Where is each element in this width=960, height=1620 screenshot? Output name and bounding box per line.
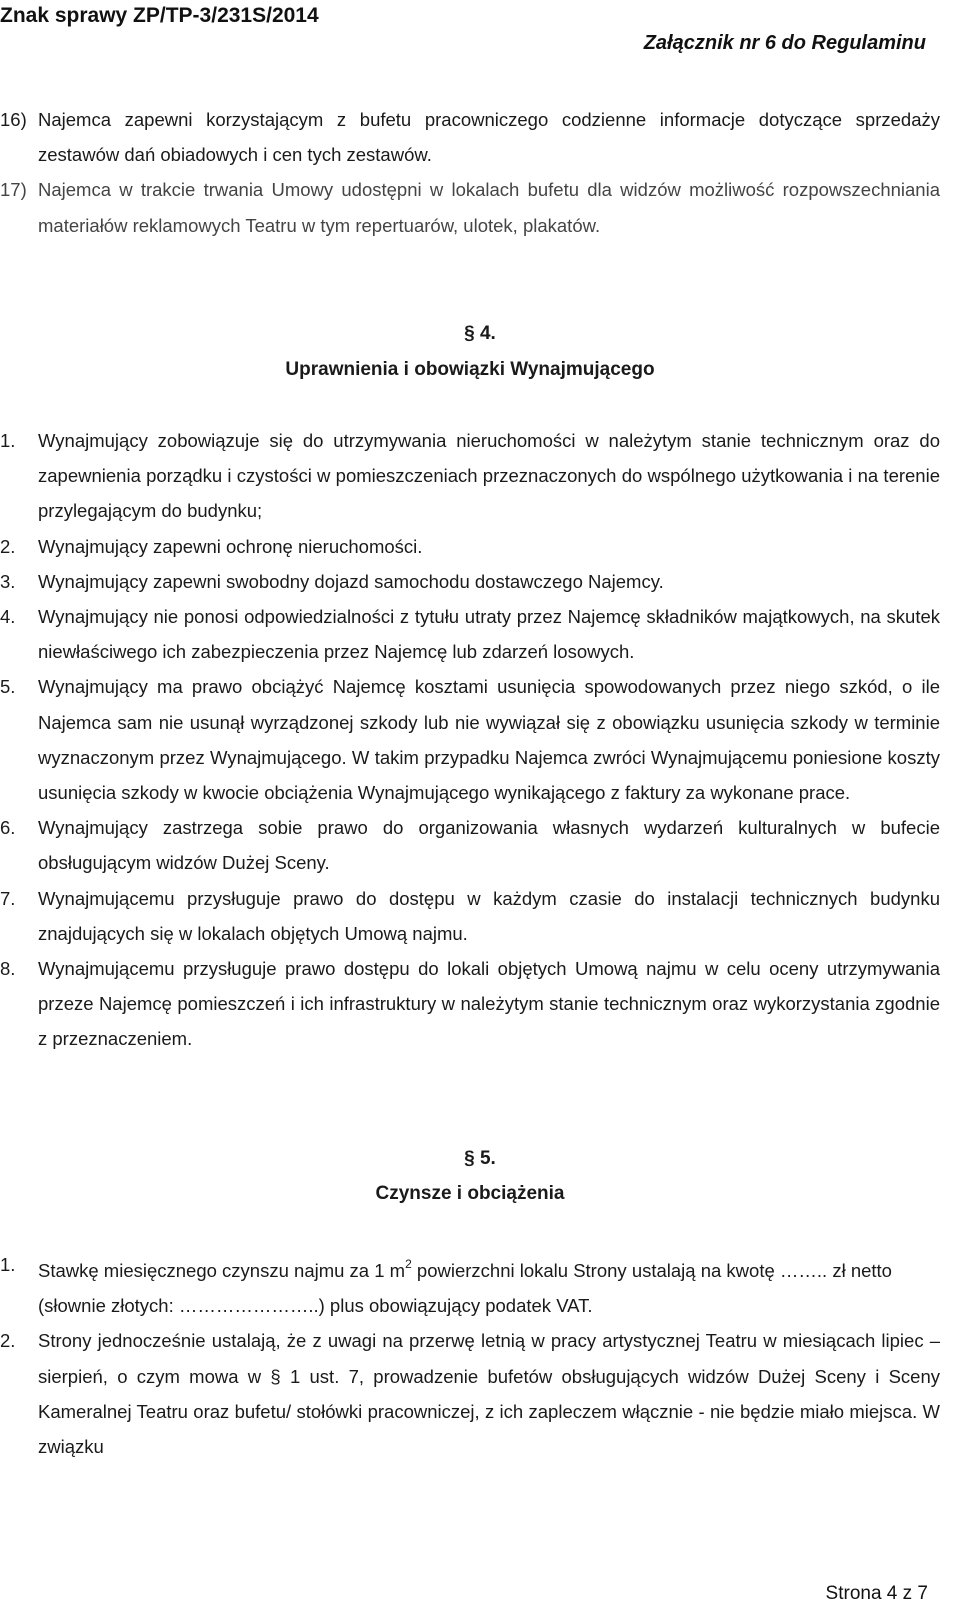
list-item — [0, 1323, 940, 1464]
item-number: 17) — [0, 179, 27, 201]
item-text: Wynajmujący nie ponosi odpowiedzialności z tytułu utraty przez Najemcę składników majątkowych, na skutek niewłaściwego ich zabezpieczenia przez Najemcę lub zdarzeń losowych. — [38, 606, 940, 663]
list-item — [0, 669, 940, 810]
list-item — [0, 810, 940, 880]
item-number: 1. — [0, 430, 16, 451]
item-number: 4. — [0, 606, 16, 628]
item-number: 6. — [0, 817, 16, 839]
page-number: Strona 4 z 7 — [825, 1583, 928, 1604]
list-item — [0, 102, 940, 172]
list-item — [0, 529, 940, 564]
item-number: 7. — [0, 887, 16, 909]
item-text-part: powierzchni lokalu Strony ustalają na kwotę …….. zł netto (słownie złotych: …………………..) plus obowiązujący podatek VAT. — [38, 1260, 892, 1317]
list-item — [0, 951, 940, 1057]
item-text: Wynajmującemu przysługuje prawo do dostępu w każdym czasie do instalacji technicznych budynku znajdujących się w lokalach objętych Umową najmu. — [38, 887, 940, 944]
item-number: 8. — [0, 958, 16, 980]
item-text: Najemca zapewni korzystającym z bufetu pracowniczego codzienne informacje dotyczące sprzedaży zestawów dań obiadowych i cen tych zestawów. — [38, 109, 940, 166]
section-5-title: Czynsze i obciążenia — [375, 1183, 565, 1204]
list-item — [0, 172, 940, 242]
list-item — [0, 1247, 940, 1323]
list-item — [0, 564, 940, 599]
item-number: 3. — [0, 570, 16, 592]
section-5-number: § 5. — [464, 1148, 496, 1169]
list-item — [0, 881, 940, 951]
item-number: 2. — [0, 535, 16, 557]
list-item — [0, 423, 940, 529]
item-number: 2. — [0, 1330, 16, 1352]
section-4-title: Uprawnienia i obowiązki Wynajmującego — [285, 359, 655, 380]
item-text: Wynajmujący zapewni ochronę nieruchomości. — [38, 535, 423, 557]
item-text: Strony jednocześnie ustalają, że z uwagi na przerwę letnią w pracy artystycznej Teatru w miesiącach lipiec – sierpień, o czym mowa w § 1 ust. 7, prowadzenie bufetów obsługujących widzów Dużej Sceny i Sceny Kameralnej Teatru oraz bufetu/ stołówki pracowniczej, z ich zapleczem włącznie - nie będzie miało miejsca. W związku — [38, 1330, 940, 1458]
item-text: Wynajmujący zapewni swobodny dojazd samochodu dostawczego Najemcy. — [38, 570, 664, 592]
case-number: Znak sprawy ZP/TP-3/231S/2014 — [0, 4, 319, 27]
superscript: 2 — [405, 1257, 412, 1271]
item-number: 5. — [0, 676, 16, 698]
item-text: Wynajmujący zobowiązuje się do utrzymywania nieruchomości w należytym stanie technicznym oraz do zapewnienia porządku i czystości w pomieszczeniach przeznaczonych do wspólnego użytkowania i na terenie przylegającym do budynku; — [38, 430, 940, 522]
section-5-list — [0, 1247, 940, 1464]
item-text: Wynajmujący zastrzega sobie prawo do organizowania własnych wydarzeń kulturalnych w bufecie obsługującym widzów Dużej Sceny. — [38, 817, 940, 874]
item-number: 16) — [0, 109, 27, 130]
attachment-label: Załącznik nr 6 do Regulaminu — [643, 32, 926, 54]
section-4-number: § 4. — [464, 323, 496, 344]
item-text: Najemca w trakcie trwania Umowy udostępni w lokalach bufetu dla widzów możliwość rozpowszechniania materiałów reklamowych Teatru w tym repertuarów, ulotek, plakatów. — [38, 179, 940, 236]
section-4-list — [0, 423, 940, 1057]
item-text: Wynajmującemu przysługuje prawo dostępu do lokali objętych Umową najmu w celu oceny utrzymywania przeze Najemcę pomieszczeń i ich infrastruktury w należytym stanie technicznym oraz wykorzystania zgodnie z przeznaczeniem. — [38, 958, 940, 1050]
item-text: Wynajmujący ma prawo obciążyć Najemcę kosztami usunięcia spowodowanych przez niego szkód, o ile Najemca sam nie usunął wyrządzonej szkody lub nie wywiązał się z obowiązku usunięcia szkody w terminie wyznaczonym przez Wynajmującego. W takim przypadku Najemca zwróci Wynajmującemu poniesione koszty usunięcia szkody w kwocie obciążenia Wynajmującego wynikającego z faktury za wykonane prace. — [38, 676, 940, 804]
list-item — [0, 599, 940, 669]
item-text-part: Stawkę miesięcznego czynszu najmu za 1 m — [38, 1260, 406, 1281]
item-number: 1. — [0, 1254, 16, 1275]
intro-list — [0, 102, 940, 243]
